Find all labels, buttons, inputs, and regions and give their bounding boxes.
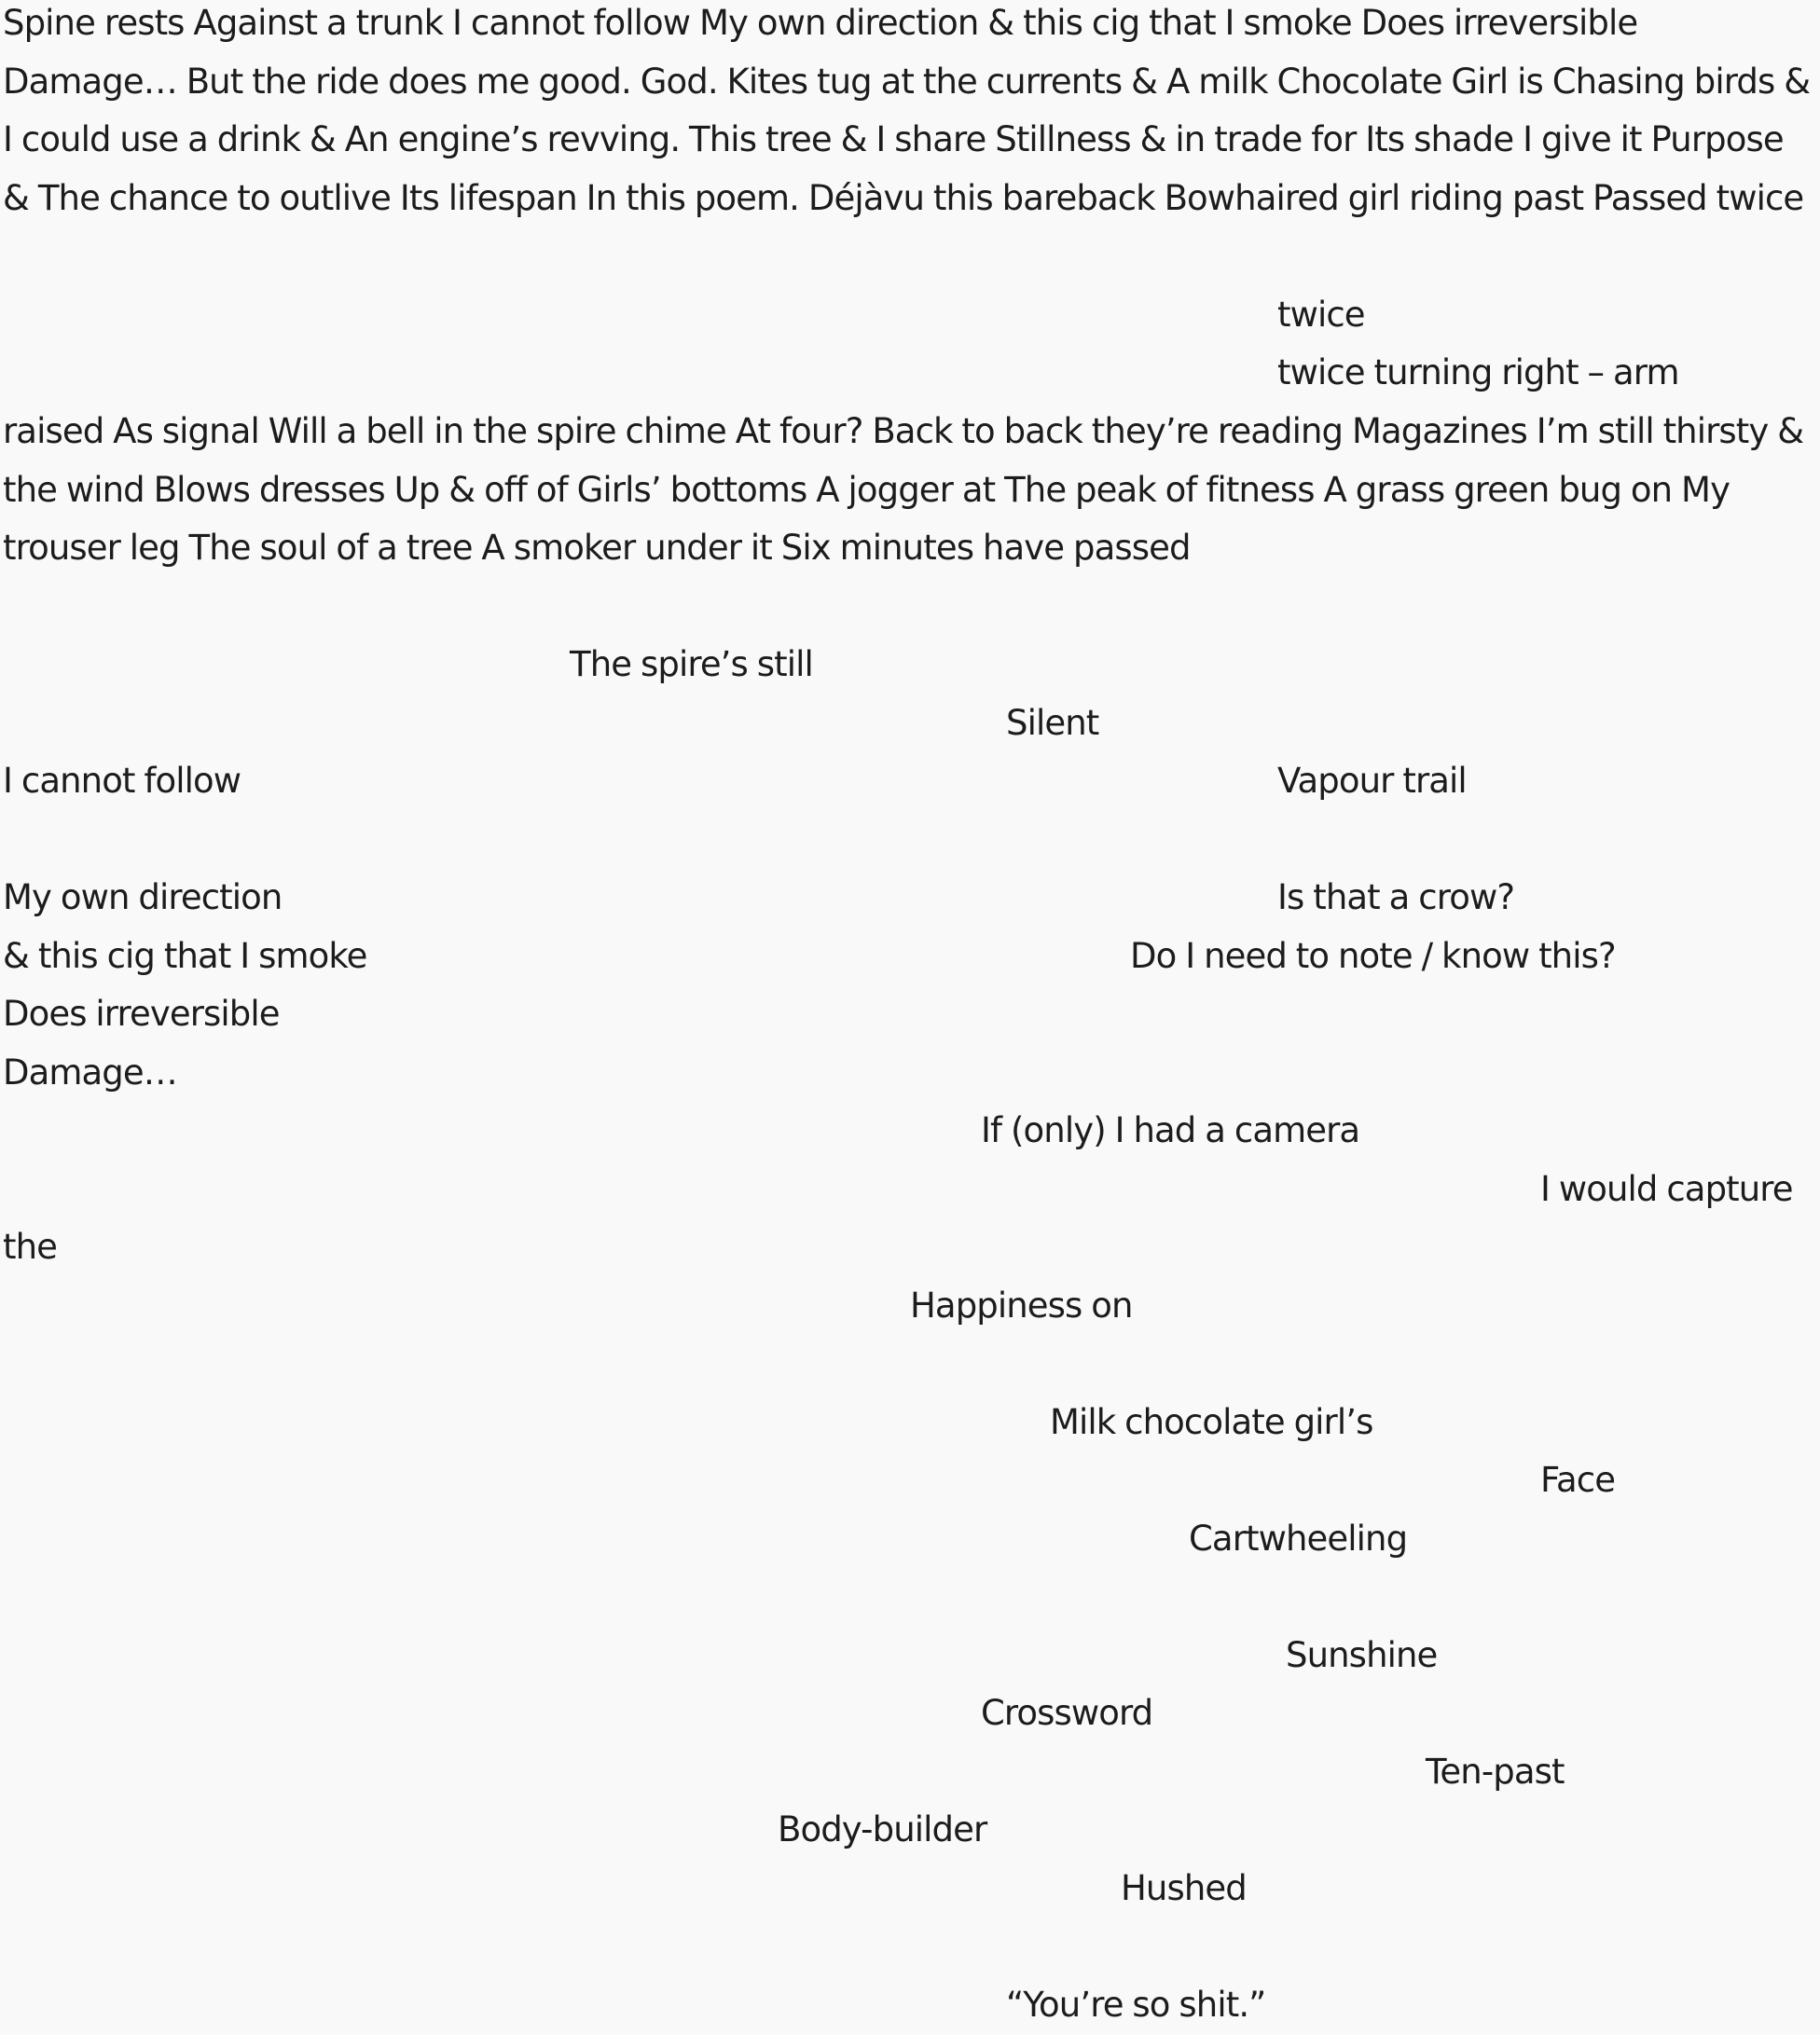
opening-paragraph: Spine rests Against a trunk I cannot follow My own direction & this cig that I smoke Does irreversible Damage… But the ride does me good. God. Kites tug at the currents & A milk Chocolate Girl is Chasing birds & I could use a drink & An engine’s revving. This tree & I share Stillness & in trade for Its shade I give it Purpose & The chance to outlive Its lifespan In this poem. Déjàvu this bareback Bowhaired girl riding past Passed twice xyxy=(3,3,1811,218)
scattered-line: Milk chocolate girl’s xyxy=(1050,1402,1373,1442)
scattered-line: My own direction xyxy=(3,877,283,917)
scattered-line: Sunshine xyxy=(1286,1635,1438,1675)
scattered-line: If (only) I had a camera xyxy=(981,1110,1360,1150)
scattered-line: “You’re so shit.” xyxy=(1006,1985,1266,2025)
scattered-line: Hushed xyxy=(1121,1868,1247,1908)
scattered-line: Cartwheeling xyxy=(1189,1519,1408,1559)
scattered-line: Face xyxy=(1540,1460,1616,1500)
scattered-line: the xyxy=(3,1227,58,1267)
scattered-line: Do I need to note / know this? xyxy=(1130,936,1616,976)
scattered-line: Is that a crow? xyxy=(1277,877,1515,917)
scattered-line: I cannot follow xyxy=(3,761,241,801)
scattered-line: & this cig that I smoke xyxy=(3,936,367,976)
scattered-line: I would capture xyxy=(1540,1169,1793,1209)
middle-paragraph: raised As signal Will a bell in the spire chime At four? Back to back they’re reading Magazines I’m still thirsty & the wind Blows dresses Up & off of Girls’ bottoms A jogger at The peak of fitness A grass green bug on My trouser leg The soul of a tree A smoker under it Six minutes have passed xyxy=(3,411,1804,568)
scattered-line: Happiness on xyxy=(910,1286,1133,1326)
scattered-line: The spire’s still xyxy=(570,644,813,684)
scattered-line: Crossword xyxy=(981,1693,1153,1733)
scattered-line: Damage… xyxy=(3,1052,177,1093)
twice-line-2: twice turning right – arm xyxy=(1277,352,1679,392)
scattered-line: Body-builder xyxy=(778,1809,987,1849)
scattered-line: Vapour trail xyxy=(1277,761,1467,801)
scattered-line: Ten-past xyxy=(1426,1752,1565,1792)
scattered-line: Silent xyxy=(1006,703,1099,743)
twice-line-1: twice xyxy=(1277,295,1365,335)
scattered-line: Does irreversible xyxy=(3,994,280,1034)
